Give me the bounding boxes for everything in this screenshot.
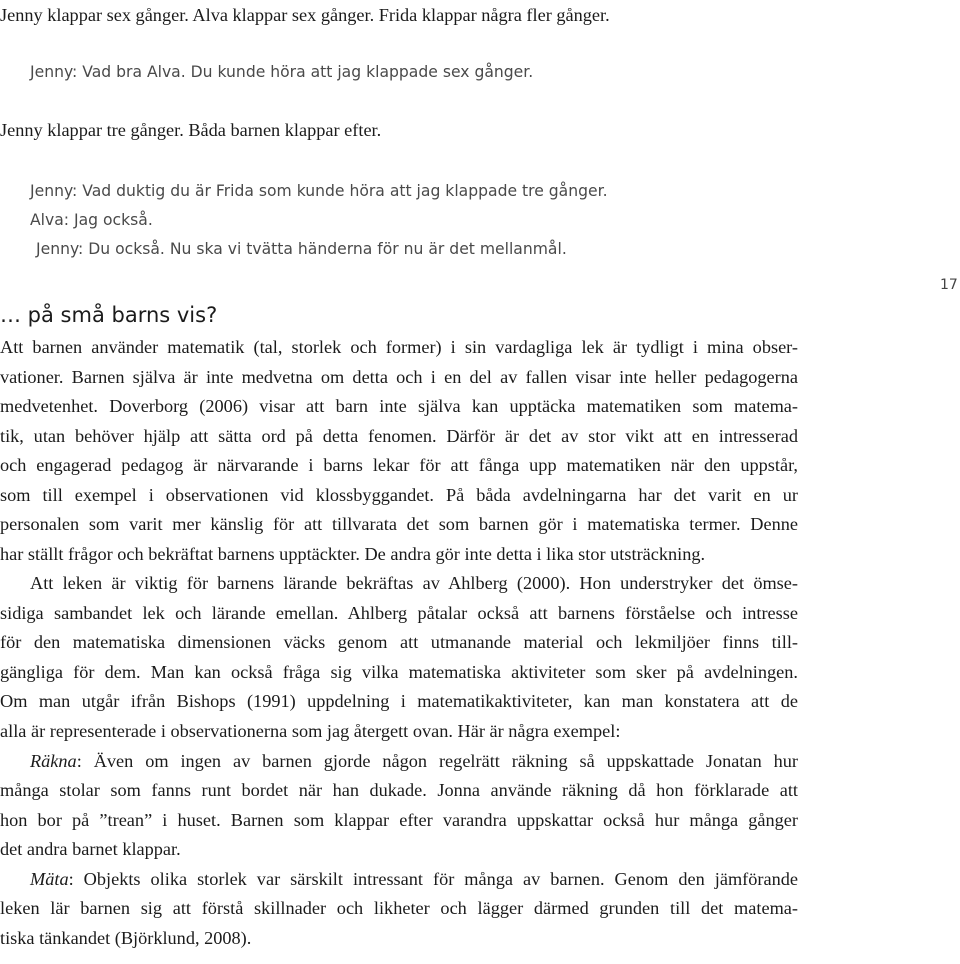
- observation-line: Jenny klappar sex gånger. Alva klappar sex gånger. Frida klappar några fler gånger.: [0, 5, 610, 25]
- paragraph-line: tiska tänkandet (Björklund, 2008).: [0, 928, 252, 948]
- paragraph-line: som till exempel i observationen vid klossbyggandet. På båda avdelningarna har det varit en ur: [0, 485, 798, 505]
- paragraph-line: tik, utan behöver hjälp att sätta ord på detta fenomen. Därför är det av stor vikt att en intresserad: [0, 426, 798, 446]
- term-rakna: Räkna: [30, 751, 77, 771]
- paragraph-line: vationer. Barnen själva är inte medvetna om detta och i en del av fallen visar inte heller pedagogerna: [0, 367, 798, 387]
- paragraph-line: alla är representerade i observationerna som jag återgett ovan. Här är några exempel:: [0, 721, 621, 741]
- paragraph-line: sidiga sambandet lek och lärande emellan. Ahlberg påtalar också att barnens förståelse och intresse: [0, 603, 798, 623]
- dialogue-line: Jenny: Du också. Nu ska vi tvätta händerna för nu är det mellanmål.: [36, 240, 567, 258]
- paragraph-line: medvetenhet. Doverborg (2006) visar att barn inte själva kan upptäcka matematiken som matema-: [0, 396, 798, 416]
- paragraph-line: Räkna: Även om ingen av barnen gjorde någon regelrätt räkning så uppskattade Jonatan hur: [30, 751, 798, 771]
- paragraph-line: har ställt frågor och bekräftat barnens upptäckter. De andra gör inte detta i lika stor utsträckning.: [0, 544, 706, 564]
- term-mata: Mäta: [30, 869, 69, 889]
- paragraph-line: personalen som varit mer känslig för att tillvarata det som barnen gör i matematiska termer. Denne: [0, 514, 798, 534]
- paragraph-line: Mäta: Objekts olika storlek var särskilt intressant för många av barnen. Genom den jämförande: [30, 869, 798, 889]
- paragraph-line: hon bor på ”trean” i huset. Barnen som klappar efter varandra uppskattar också hur många gånger: [0, 810, 798, 830]
- paragraph-line: gängliga för dem. Man kan också fråga sig vilka matematiska aktiviteter som sker på avdelningen.: [0, 662, 798, 682]
- paragraph-line: för den matematiska dimensionen väcks genom att utmanande material och lekmiljöer finns till-: [0, 632, 798, 652]
- page-number: 17: [940, 277, 958, 293]
- dialogue-line: Jenny: Vad bra Alva. Du kunde höra att jag klappade sex gånger.: [30, 63, 534, 81]
- dialogue-line: Alva: Jag också.: [30, 211, 153, 229]
- paragraph-line: leken lär barnen sig att förstå skillnader och likheter och lägger därmed grunden till det matema-: [0, 898, 798, 918]
- paragraph-line: Om man utgår ifrån Bishops (1991) uppdelning i matematikaktiviteter, kan man konstatera att de: [0, 691, 798, 711]
- paragraph-line: och engagerad pedagog är närvarande i barns lekar för att fånga upp matematiken när den uppstår,: [0, 455, 798, 475]
- paragraph-line: Att leken är viktig för barnens lärande bekräftas av Ahlberg (2000). Hon understryker det ömse-: [30, 573, 798, 593]
- paragraph-line: många stolar som fanns runt bordet när han dukade. Jonna använde räkning då hon förklarade att: [0, 780, 798, 800]
- paragraph-line: det andra barnet klappar.: [0, 839, 181, 859]
- observation-line: Jenny klappar tre gånger. Båda barnen klappar efter.: [0, 120, 382, 140]
- paragraph-line: Att barnen använder matematik (tal, storlek och former) i sin vardagliga lek är tydligt i mina obser-: [0, 337, 798, 357]
- dialogue-line: Jenny: Vad duktig du är Frida som kunde höra att jag klappade tre gånger.: [30, 182, 608, 200]
- section-heading: … på små barns vis?: [0, 303, 218, 327]
